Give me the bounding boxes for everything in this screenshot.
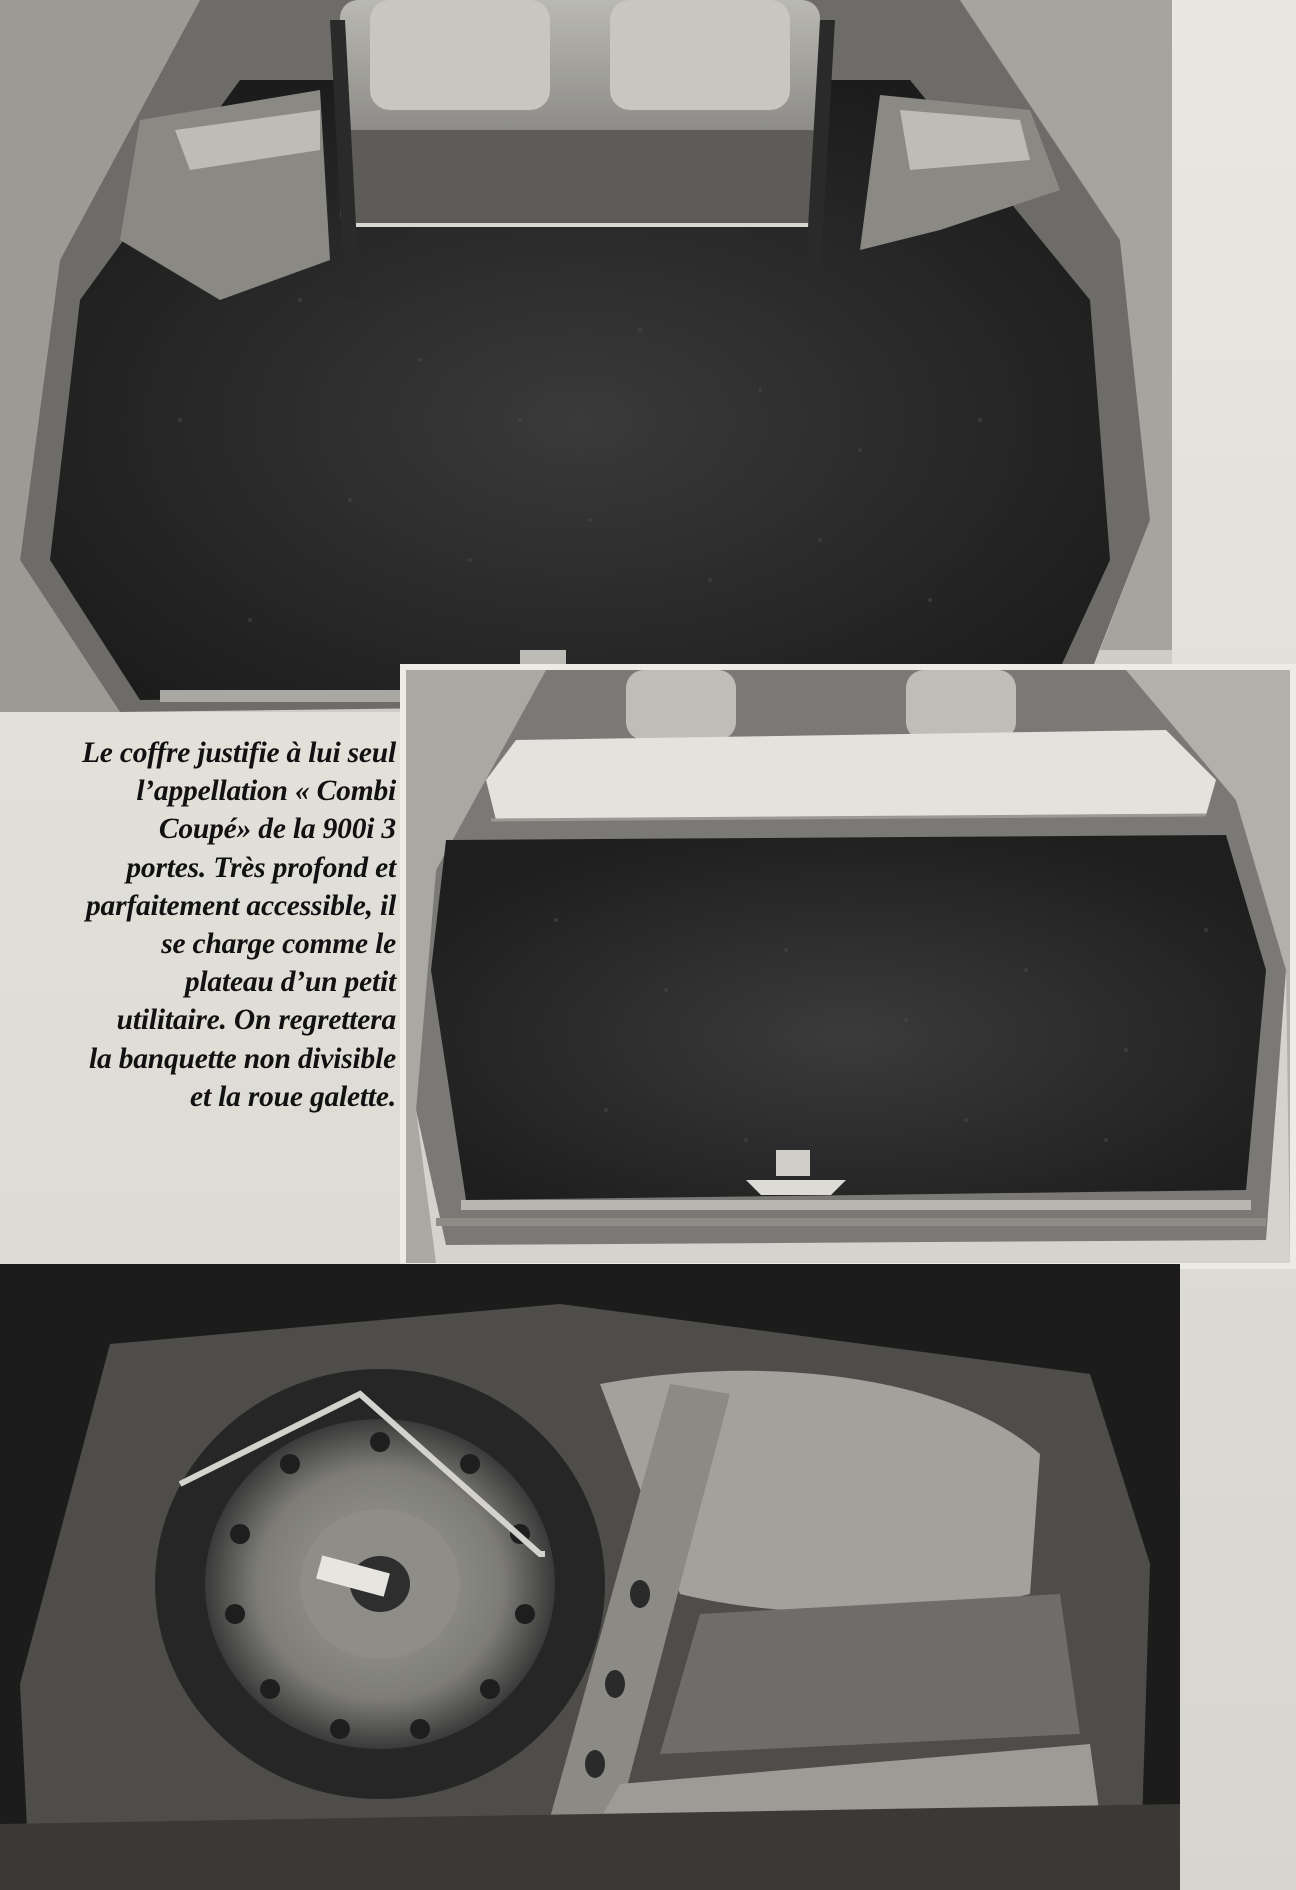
caption-line: et la roue galette. <box>190 1080 396 1113</box>
photo-caption <box>0 734 396 1116</box>
caption-line: portes. Très profond et <box>126 851 396 884</box>
trunk-photo-top-image <box>0 0 1172 712</box>
caption-line: plateau d’un petit <box>184 966 396 999</box>
spare-wheel-photo-image <box>0 1264 1180 1890</box>
caption-line: la banquette non divisible <box>88 1042 396 1075</box>
caption-line: parfaitement accessible, il <box>85 889 396 922</box>
trunk-photo-middle-image <box>406 670 1290 1263</box>
caption-line: Le coffre justifie à lui seul <box>81 737 396 769</box>
caption-line: se charge comme le <box>161 928 396 961</box>
trunk-photo-middle <box>400 664 1296 1269</box>
caption-line: utilitaire. On regrettera <box>116 1004 396 1037</box>
caption-line: Coupé» de la 900i 3 <box>158 813 396 846</box>
trunk-photo-top <box>0 0 1172 712</box>
spare-wheel-photo <box>0 1264 1180 1890</box>
caption-line: l’appellation « Combi <box>136 775 396 808</box>
